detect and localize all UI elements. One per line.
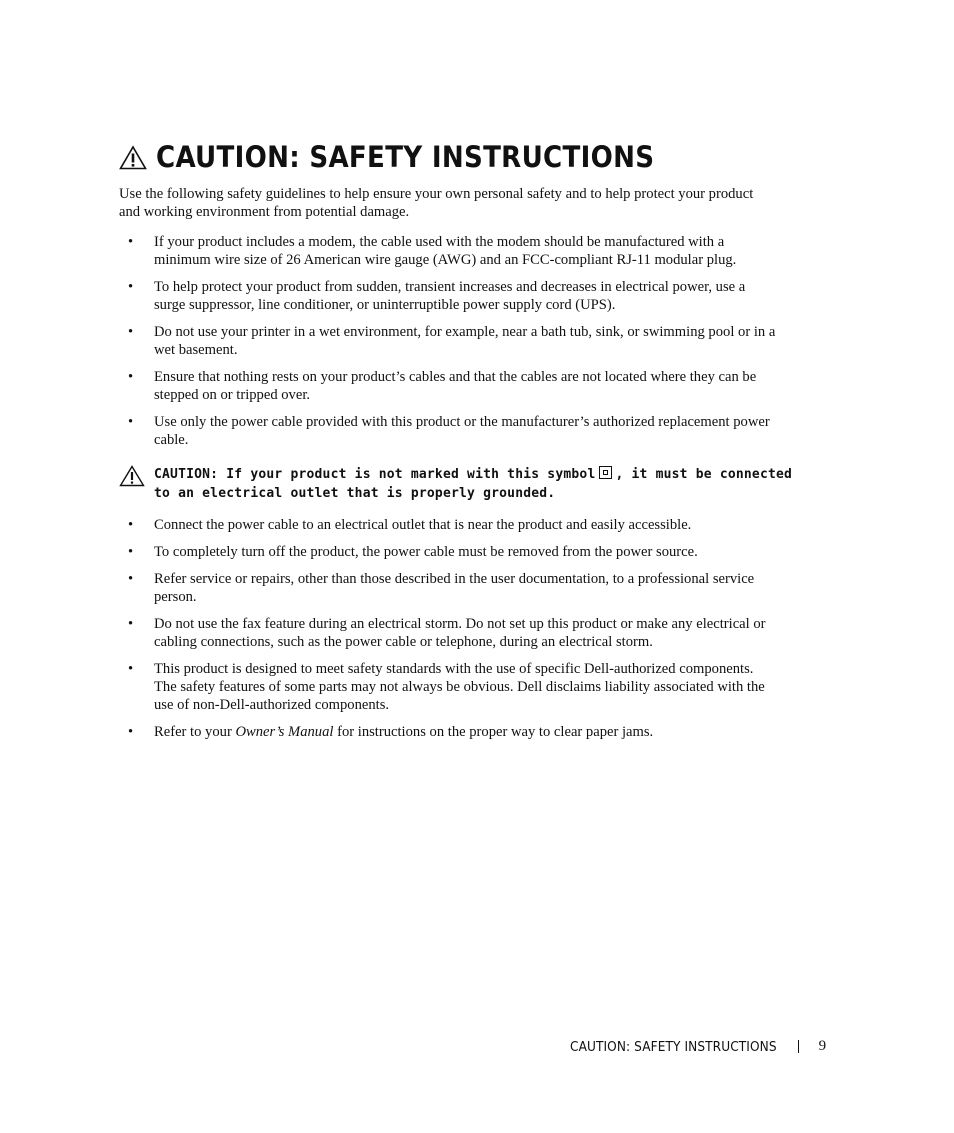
list-item bbox=[119, 516, 779, 534]
footer-section-title: CAUTION: SAFETY INSTRUCTIONS bbox=[570, 1038, 777, 1055]
bullet-marker: • bbox=[128, 724, 134, 740]
bullet-marker: • bbox=[128, 414, 134, 430]
list-item-text: If your product includes a modem, the cable used with the modem should be manufactured with a minimum wire size of 26 American wire gauge (AWG) and an FCC-compliant RJ-11 modular plug. bbox=[154, 234, 737, 268]
list-item bbox=[119, 233, 779, 269]
list-item-text: To help protect your product from sudden, transient increases and decreases in electrical power, use a surge suppressor, line conditioner, or uninterruptible power supply cord (UPS). bbox=[154, 279, 746, 313]
owners-manual-title: Owner’s Manual bbox=[235, 724, 334, 740]
warning-triangle-icon bbox=[119, 145, 147, 170]
caution-text-before: CAUTION: If your product is not marked with this symbol bbox=[154, 467, 596, 482]
list-item-text-after: for instructions on the proper way to clear paper jams. bbox=[333, 724, 654, 740]
bullet-marker: • bbox=[128, 616, 134, 632]
caution-text bbox=[154, 465, 799, 503]
list-item-text bbox=[154, 724, 653, 740]
footer-divider bbox=[798, 1040, 799, 1053]
bullet-marker: • bbox=[128, 279, 134, 295]
list-item-text: Do not use the fax feature during an electrical storm. Do not set up this product or make any electrical or cabling connections, such as the power cable or telephone, during an electrical storm. bbox=[154, 616, 766, 650]
page-number: 9 bbox=[818, 1038, 827, 1054]
bullet-marker: • bbox=[128, 544, 134, 560]
list-item-text-before: Refer to your bbox=[154, 724, 236, 740]
list-item bbox=[119, 660, 779, 714]
list-item-text: Ensure that nothing rests on your product’s cables and that the cables are not located where they can be stepped on or tripped over. bbox=[154, 369, 757, 403]
electrical-safety-list bbox=[119, 516, 779, 750]
list-item-text: To completely turn off the product, the power cable must be removed from the power source. bbox=[154, 544, 698, 560]
list-item bbox=[119, 543, 779, 561]
list-item-text: Connect the power cable to an electrical outlet that is near the product and easily accessible. bbox=[154, 517, 692, 533]
intro-paragraph: Use the following safety guidelines to help ensure your own personal safety and to help protect your product and working environment from potential damage. bbox=[119, 186, 754, 220]
list-item bbox=[119, 723, 779, 741]
grounding-caution bbox=[119, 465, 799, 503]
list-item bbox=[119, 413, 779, 449]
list-item bbox=[119, 323, 779, 359]
bullet-marker: • bbox=[128, 369, 134, 385]
warning-triangle-icon bbox=[119, 465, 145, 487]
list-item bbox=[119, 278, 779, 314]
bullet-marker: • bbox=[128, 571, 134, 587]
bullet-marker: • bbox=[128, 661, 134, 677]
list-item-text: Use only the power cable provided with this product or the manufacturer’s authorized replacement power cable. bbox=[154, 414, 770, 448]
page-footer bbox=[570, 1038, 826, 1055]
safety-guidelines-list bbox=[119, 233, 779, 458]
list-item bbox=[119, 570, 779, 606]
list-item-text: This product is designed to meet safety standards with the use of specific Dell-authorized components. The safety features of some parts may not always be obvious. Dell disclaims liability associated with the use of non-Dell-authorized components. bbox=[154, 661, 765, 713]
page-title: CAUTION: SAFETY INSTRUCTIONS bbox=[156, 140, 655, 174]
bullet-marker: • bbox=[128, 517, 134, 533]
bullet-marker: • bbox=[128, 324, 134, 340]
list-item bbox=[119, 368, 779, 404]
list-item-text: Refer service or repairs, other than those described in the user documentation, to a professional service person. bbox=[154, 571, 755, 605]
caution-text-after: , it must be connected to an electrical outlet that is properly grounded. bbox=[154, 467, 793, 501]
bullet-marker: • bbox=[128, 234, 134, 250]
double-insulation-symbol-icon bbox=[599, 466, 612, 479]
page-heading bbox=[119, 139, 654, 175]
list-item bbox=[119, 615, 779, 651]
list-item-text: Do not use your printer in a wet environment, for example, near a bath tub, sink, or swimming pool or in a wet basement. bbox=[154, 324, 776, 358]
